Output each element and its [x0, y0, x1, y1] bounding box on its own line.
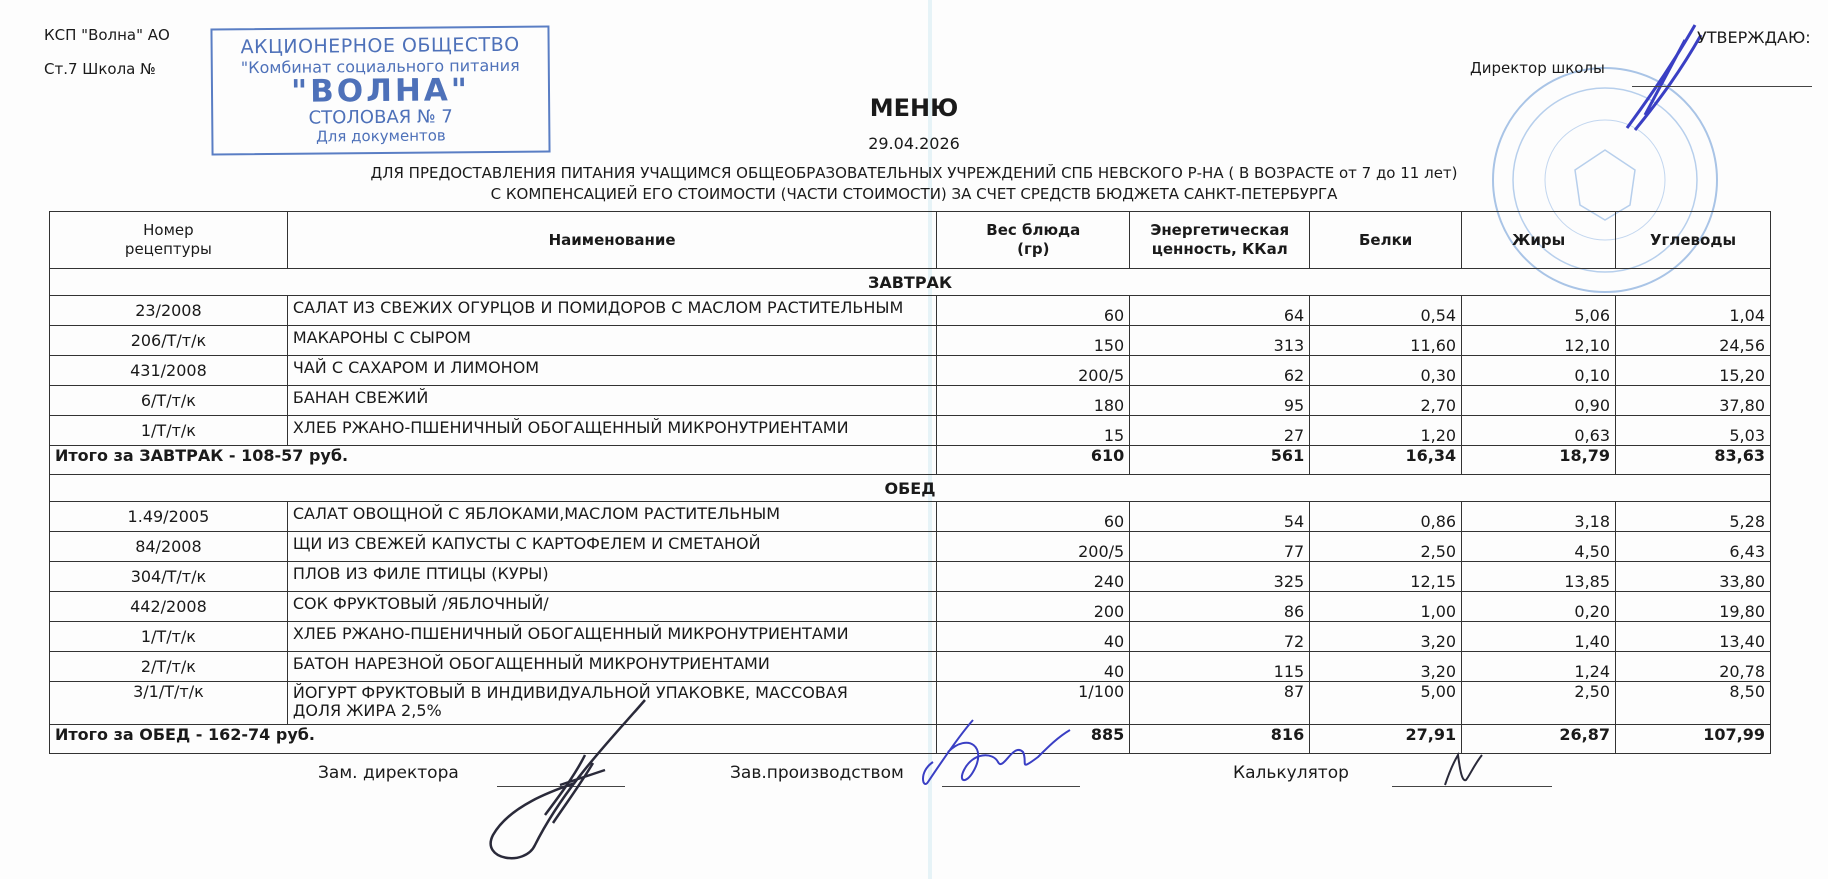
dish-name-cell: ХЛЕБ РЖАНО-ПШЕНИЧНЫЙ ОБОГАЩЕННЫЙ МИКРОНУТРИЕНТАМИ — [287, 416, 937, 446]
document-date: 29.04.2026 — [868, 134, 960, 153]
table-row — [50, 592, 1771, 622]
recipe-cell: 1/Т/т/к — [50, 622, 288, 652]
subtitle-line-1: ДЛЯ ПРЕДОСТАВЛЕНИЯ ПИТАНИЯ УЧАЩИМСЯ ОБЩЕОБРАЗОВАТЕЛЬНЫХ УЧРЕЖДЕНИЙ СПБ НЕВСКОГО Р-НА ( В ВОЗРАСТЕ от 7 до 11 лет) — [370, 164, 1458, 182]
total-energy: 561 — [1130, 446, 1310, 475]
table-row — [50, 416, 1771, 446]
total-energy: 816 — [1130, 725, 1310, 754]
protein-cell: 1,20 — [1310, 416, 1462, 446]
weight-cell: 15 — [937, 416, 1130, 446]
dish-name-cell: МАКАРОНЫ С СЫРОМ — [287, 326, 937, 356]
total-protein: 16,34 — [1310, 446, 1462, 475]
fat-cell: 0,90 — [1462, 386, 1616, 416]
energy-cell: 115 — [1130, 652, 1310, 682]
weight-cell: 60 — [937, 502, 1130, 532]
protein-cell: 5,00 — [1310, 682, 1462, 725]
col-recipe — [50, 212, 288, 269]
energy-cell: 27 — [1130, 416, 1310, 446]
fat-cell: 2,50 — [1462, 682, 1616, 725]
weight-cell: 200 — [937, 592, 1130, 622]
protein-cell: 2,70 — [1310, 386, 1462, 416]
total-weight: 885 — [937, 725, 1130, 754]
fat-cell: 1,24 — [1462, 652, 1616, 682]
weight-cell: 200/5 — [937, 532, 1130, 562]
col-energy-line1: Энергетическая — [1150, 221, 1290, 239]
col-protein: Белки — [1310, 212, 1462, 269]
section-lunch — [50, 475, 1771, 502]
dish-name-cell: ЧАЙ С САХАРОМ И ЛИМОНОМ — [287, 356, 937, 386]
col-weight-line1: Вес блюда — [986, 221, 1081, 239]
col-weight-line2: (гр) — [1017, 240, 1050, 258]
col-name: Наименование — [287, 212, 937, 269]
fat-cell: 3,18 — [1462, 502, 1616, 532]
dish-name-cell: ЩИ ИЗ СВЕЖЕЙ КАПУСТЫ С КАРТОФЕЛЕМ И СМЕТАНОЙ — [287, 532, 937, 562]
recipe-cell: 304/Т/т/к — [50, 562, 288, 592]
carbs-cell: 15,20 — [1616, 356, 1771, 386]
dish-name-line2: ДОЛЯ ЖИРА 2,5% — [292, 701, 442, 720]
total-fat: 26,87 — [1462, 725, 1616, 754]
recipe-cell: 206/Т/т/к — [50, 326, 288, 356]
stamp-line-2: "Комбинат социального питания — [240, 55, 520, 78]
breakfast-total-row — [50, 446, 1771, 475]
subtitle-line-2: С КОМПЕНСАЦИЕЙ ЕГО СТОИМОСТИ (ЧАСТИ СТОИМОСТИ) ЗА СЧЕТ СРЕДСТВ БЮДЖЕТА САНКТ-ПЕТЕРБУРГА — [490, 185, 1338, 203]
lunch-total-row — [50, 725, 1771, 754]
carbs-cell: 20,78 — [1616, 652, 1771, 682]
carbs-cell: 5,03 — [1616, 416, 1771, 446]
fat-cell: 0,20 — [1462, 592, 1616, 622]
energy-cell: 325 — [1130, 562, 1310, 592]
dish-name-cell: СОК ФРУКТОВЫЙ /ЯБЛОЧНЫЙ/ — [287, 592, 937, 622]
calculator-signature — [1440, 750, 1490, 790]
carbs-cell: 24,56 — [1616, 326, 1771, 356]
energy-cell: 64 — [1130, 296, 1310, 326]
recipe-cell: 431/2008 — [50, 356, 288, 386]
protein-cell: 2,50 — [1310, 532, 1462, 562]
carbs-cell: 6,43 — [1616, 532, 1771, 562]
protein-cell: 1,00 — [1310, 592, 1462, 622]
document-title: МЕНЮ — [869, 94, 959, 122]
energy-cell: 86 — [1130, 592, 1310, 622]
col-recipe-line2: рецептуры — [124, 240, 212, 258]
stamp-line-3: "ВОЛНА" — [290, 72, 471, 110]
recipe-cell: 1.49/2005 — [50, 502, 288, 532]
table-row — [50, 532, 1771, 562]
production-signature — [918, 712, 1088, 792]
weight-cell: 60 — [937, 296, 1130, 326]
deputy-director-label: Зам. директора — [318, 763, 459, 783]
total-label: Итого за ЗАВТРАК - 108-57 руб. — [50, 446, 937, 475]
dish-name-cell: БАТОН НАРЕЗНОЙ ОБОГАЩЕННЫЙ МИКРОНУТРИЕНТАМИ — [287, 652, 937, 682]
dish-name-cell: ПЛОВ ИЗ ФИЛЕ ПТИЦЫ (КУРЫ) — [287, 562, 937, 592]
table-row — [50, 622, 1771, 652]
dish-name-cell: САЛАТ ОВОЩНОЙ С ЯБЛОКАМИ,МАСЛОМ РАСТИТЕЛЬНЫМ — [287, 502, 937, 532]
recipe-cell: 1/Т/т/к — [50, 416, 288, 446]
fat-cell: 4,50 — [1462, 532, 1616, 562]
fat-cell: 12,10 — [1462, 326, 1616, 356]
weight-cell: 200/5 — [937, 356, 1130, 386]
production-manager-label: Зав.производством — [730, 763, 904, 783]
energy-cell: 95 — [1130, 386, 1310, 416]
col-carbs: Углеводы — [1616, 212, 1771, 269]
recipe-cell: 23/2008 — [50, 296, 288, 326]
org-name: КСП "Волна" АО — [44, 26, 170, 44]
section-title: ОБЕД — [50, 475, 1771, 502]
carbs-cell: 8,50 — [1616, 682, 1771, 725]
school-number: Ст.7 Школа № — [44, 60, 156, 78]
protein-cell: 3,20 — [1310, 622, 1462, 652]
energy-cell: 77 — [1130, 532, 1310, 562]
carbs-cell: 1,04 — [1616, 296, 1771, 326]
dish-name-cell: ХЛЕБ РЖАНО-ПШЕНИЧНЫЙ ОБОГАЩЕННЫЙ МИКРОНУТРИЕНТАМИ — [287, 622, 937, 652]
deputy-signature — [465, 695, 665, 870]
weight-cell: 180 — [937, 386, 1130, 416]
table-row — [50, 296, 1771, 326]
protein-cell: 0,54 — [1310, 296, 1462, 326]
energy-cell: 62 — [1130, 356, 1310, 386]
protein-cell: 0,30 — [1310, 356, 1462, 386]
table-row — [50, 386, 1771, 416]
weight-cell: 240 — [937, 562, 1130, 592]
fat-cell: 5,06 — [1462, 296, 1616, 326]
weight-cell: 150 — [937, 326, 1130, 356]
col-energy-line2: ценность, ККал — [1151, 240, 1288, 258]
carbs-cell: 13,40 — [1616, 622, 1771, 652]
table-header-row — [50, 212, 1771, 269]
total-carbs: 83,63 — [1616, 446, 1771, 475]
total-label: Итого за ОБЕД - 162-74 руб. — [50, 725, 937, 754]
calculator-label: Калькулятор — [1233, 763, 1349, 783]
approve-label: УТВЕРЖДАЮ: — [1697, 28, 1811, 47]
fat-cell: 0,63 — [1462, 416, 1616, 446]
table-row — [50, 652, 1771, 682]
recipe-cell: 6/Т/т/к — [50, 386, 288, 416]
table-row — [50, 356, 1771, 386]
energy-cell: 72 — [1130, 622, 1310, 652]
table-row — [50, 682, 1771, 725]
table-row — [50, 562, 1771, 592]
carbs-cell: 19,80 — [1616, 592, 1771, 622]
director-signature-line — [1632, 86, 1812, 87]
protein-cell: 11,60 — [1310, 326, 1462, 356]
total-protein: 27,91 — [1310, 725, 1462, 754]
energy-cell: 87 — [1130, 682, 1310, 725]
col-energy — [1130, 212, 1310, 269]
col-recipe-line1: Номер — [143, 221, 194, 239]
col-weight — [937, 212, 1130, 269]
total-weight: 610 — [937, 446, 1130, 475]
total-carbs: 107,99 — [1616, 725, 1771, 754]
section-breakfast — [50, 269, 1771, 296]
weight-cell: 40 — [937, 622, 1130, 652]
carbs-cell: 5,28 — [1616, 502, 1771, 532]
carbs-cell: 37,80 — [1616, 386, 1771, 416]
energy-cell: 54 — [1130, 502, 1310, 532]
recipe-cell: 3/1/Т/т/к — [50, 682, 288, 725]
stamp-line-4: СТОЛОВАЯ № 7 — [308, 106, 453, 129]
weight-cell: 40 — [937, 652, 1130, 682]
recipe-cell: 2/Т/т/к — [50, 652, 288, 682]
table-row — [50, 326, 1771, 356]
carbs-cell: 33,80 — [1616, 562, 1771, 592]
table-row — [50, 502, 1771, 532]
menu-table — [49, 211, 1771, 754]
energy-cell: 313 — [1130, 326, 1310, 356]
stamp-line-1: АКЦИОНЕРНОЕ ОБЩЕСТВО — [240, 33, 520, 59]
protein-cell: 3,20 — [1310, 652, 1462, 682]
dish-name-cell: САЛАТ ИЗ СВЕЖИХ ОГУРЦОВ И ПОМИДОРОВ С МАСЛОМ РАСТИТЕЛЬНЫМ — [287, 296, 937, 326]
dish-name-cell: БАНАН СВЕЖИЙ — [287, 386, 937, 416]
stamp-line-5: Для документов — [315, 126, 446, 146]
fat-cell: 0,10 — [1462, 356, 1616, 386]
director-label: Директор школы — [1470, 59, 1605, 77]
col-fat: Жиры — [1462, 212, 1616, 269]
dish-name-line1: ЙОГУРТ ФРУКТОВЫЙ В ИНДИВИДУАЛЬНОЙ УПАКОВКЕ, МАССОВАЯ — [292, 683, 848, 702]
protein-cell: 12,15 — [1310, 562, 1462, 592]
weight-cell: 1/100 — [937, 682, 1130, 725]
fat-cell: 1,40 — [1462, 622, 1616, 652]
section-title: ЗАВТРАК — [50, 269, 1771, 296]
recipe-cell: 442/2008 — [50, 592, 288, 622]
total-fat: 18,79 — [1462, 446, 1616, 475]
recipe-cell: 84/2008 — [50, 532, 288, 562]
fat-cell: 13,85 — [1462, 562, 1616, 592]
protein-cell: 0,86 — [1310, 502, 1462, 532]
